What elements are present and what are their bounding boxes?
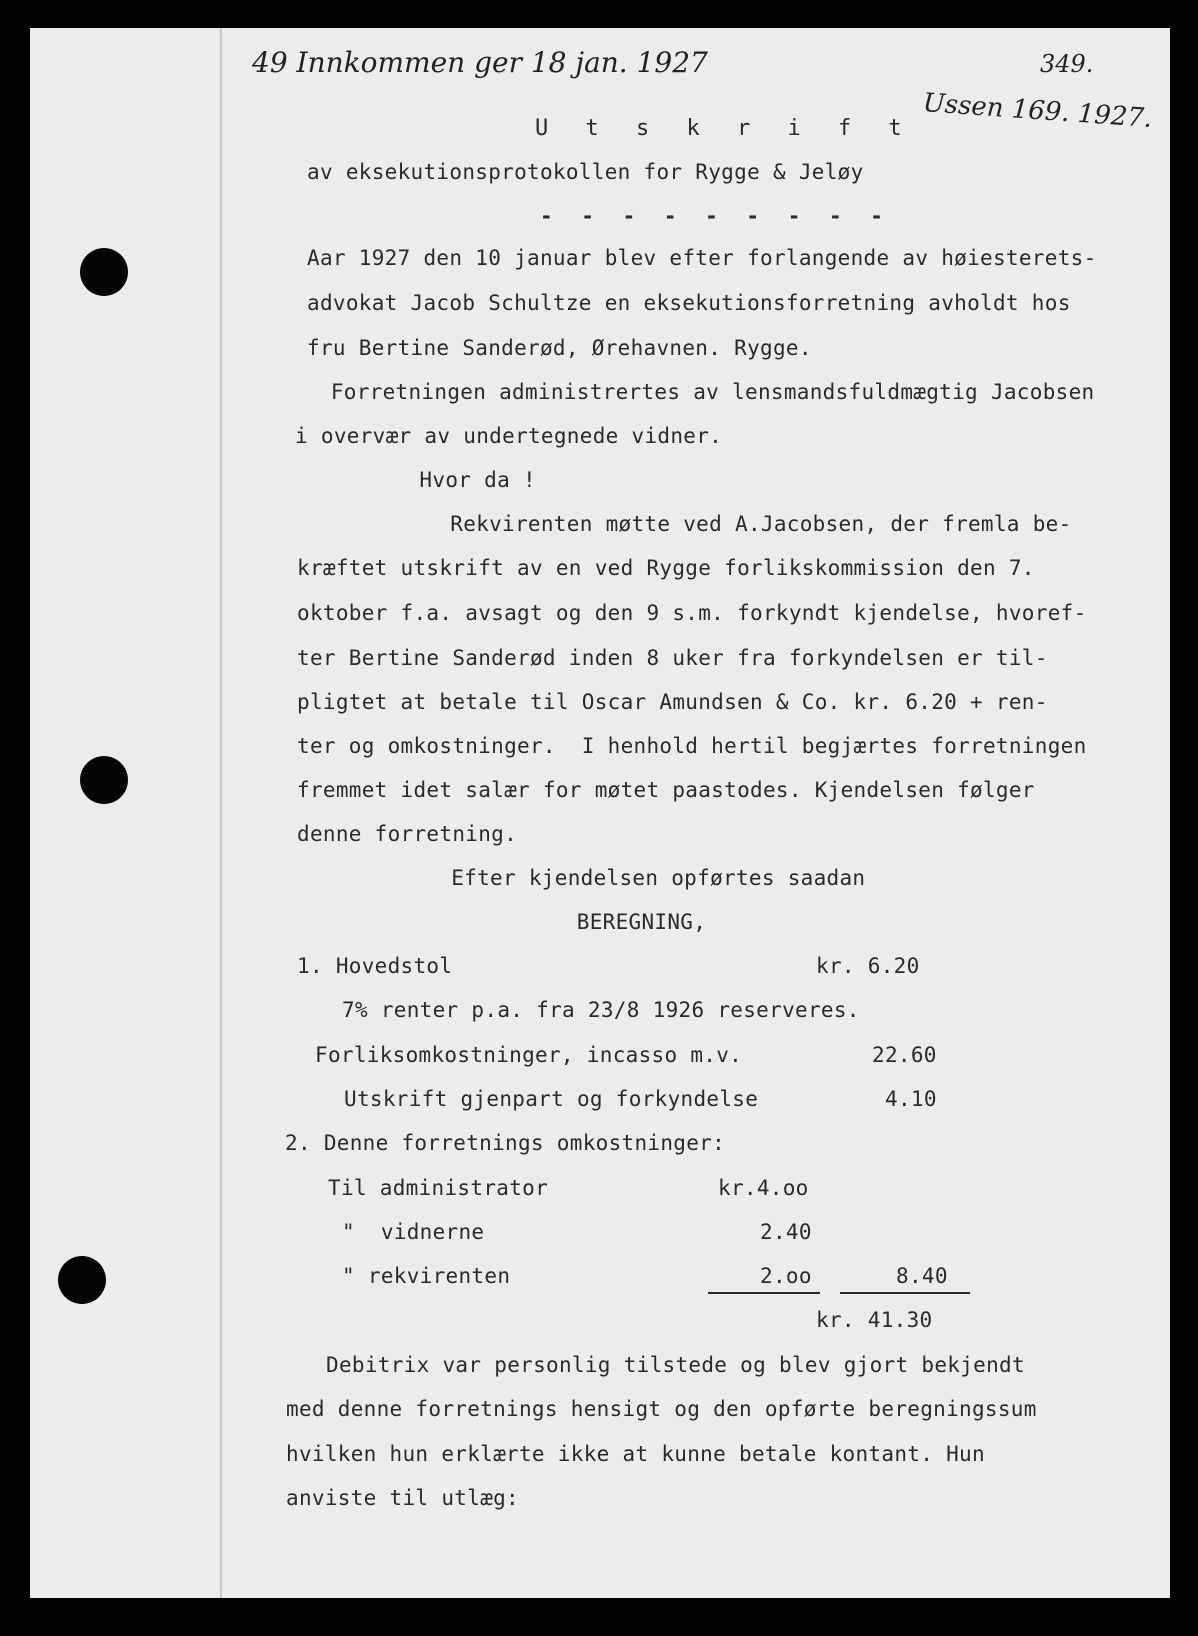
closing-line: med denne forretnings hensigt og den opførte beregningssum bbox=[286, 1397, 1037, 1421]
calc-utskrift-value: 4.10 bbox=[885, 1087, 937, 1111]
calc-interest-note: 7% renter p.a. fra 23/8 1926 reserveres. bbox=[342, 998, 860, 1022]
handwritten-receipt-note: 49 Innkommen ger 18 jan. 1927 bbox=[252, 46, 708, 79]
calc-admin-value: kr.4.oo bbox=[718, 1176, 809, 1200]
subtotal-underline bbox=[840, 1292, 970, 1294]
paragraph-line: i overvær av undertegnede vidner. bbox=[295, 424, 723, 448]
punch-hole-middle bbox=[80, 756, 128, 804]
paragraph-line: denne forretning. bbox=[297, 822, 518, 846]
calc-item1-value: kr. 6.20 bbox=[816, 954, 920, 978]
closing-line: hvilken hun erklærte ikke at kunne betale kontant. Hun bbox=[286, 1442, 985, 1466]
paragraph-line: Hvor da ! bbox=[290, 468, 536, 492]
paragraph-line: oktober f.a. avsagt og den 9 s.m. forkyndt kjendelse, hvoref- bbox=[297, 601, 1087, 625]
paragraph-line: kræftet utskrift av en ved Rygge forlikskommission den 7. bbox=[297, 556, 1035, 580]
closing-line: anviste til utlæg: bbox=[286, 1486, 519, 1510]
paragraph-line: Aar 1927 den 10 januar blev efter forlangende av høiesterets- bbox=[307, 246, 1097, 270]
calc-rekv-label: " rekvirenten bbox=[342, 1264, 511, 1288]
paragraph-line: fremmet idet salær for møtet paastodes. Kjendelsen følger bbox=[297, 778, 1035, 802]
paragraph-line: advokat Jacob Schultze en eksekutionsforretning avholdt hos bbox=[307, 291, 1071, 315]
calc-utskrift-label: Utskrift gjenpart og forkyndelse bbox=[344, 1087, 759, 1111]
calc-rekv-value: 2.oo bbox=[760, 1264, 812, 1288]
calc-subtotal: 8.40 bbox=[896, 1264, 948, 1288]
paragraph-line: pligtet at betale til Oscar Amundsen & Co. kr. 6.20 + ren- bbox=[297, 690, 1048, 714]
margin-line bbox=[220, 28, 222, 1598]
calc-vidner-value: 2.40 bbox=[760, 1220, 812, 1244]
calc-forlik-value: 22.60 bbox=[872, 1043, 937, 1067]
paragraph-line: Rekvirenten møtte ved A.Jacobsen, der fremla be- bbox=[282, 512, 1072, 536]
paragraph-line: Forretningen administrertes av lensmandsfuldmægtig Jacobsen bbox=[292, 380, 1095, 404]
document-page bbox=[30, 28, 1170, 1598]
calc-total: kr. 41.30 bbox=[816, 1308, 933, 1332]
handwritten-page-number: 349. bbox=[1040, 50, 1094, 78]
calc-item2-label: 2. Denne forretnings omkostninger: bbox=[285, 1131, 726, 1155]
calc-item1-label: 1. Hovedstol bbox=[297, 954, 453, 978]
paragraph-line: Efter kjendelsen opførtes saadan bbox=[270, 866, 866, 890]
paragraph-line: ter Bertine Sanderød inden 8 uker fra forkyndelsen er til- bbox=[297, 646, 1048, 670]
document-subtitle: av eksekutionsprotokollen for Rygge & Jeløy bbox=[307, 160, 864, 184]
document-title: U t s k r i f t bbox=[535, 116, 914, 141]
punch-hole-bottom bbox=[58, 1256, 106, 1304]
punch-hole-top bbox=[80, 248, 128, 296]
calc-admin-label: Til administrator bbox=[328, 1176, 549, 1200]
rekv-underline bbox=[708, 1292, 820, 1294]
calc-forlik-label: Forliksomkostninger, incasso m.v. bbox=[315, 1043, 743, 1067]
title-divider: - - - - - - - - - bbox=[540, 204, 891, 228]
calc-vidner-label: " vidnerne bbox=[342, 1220, 485, 1244]
paragraph-line: fru Bertine Sanderød, Ørehavnen. Rygge. bbox=[307, 336, 812, 360]
handwritten-registry-note: Ussen 169. 1927. bbox=[921, 88, 1154, 134]
closing-line: Debitrix var personlig tilstede og blev gjort bekjendt bbox=[326, 1353, 1025, 1377]
paragraph-line: BEREGNING, bbox=[292, 910, 707, 934]
paragraph-line: ter og omkostninger. I henhold hertil begjærtes forretningen bbox=[297, 734, 1087, 758]
